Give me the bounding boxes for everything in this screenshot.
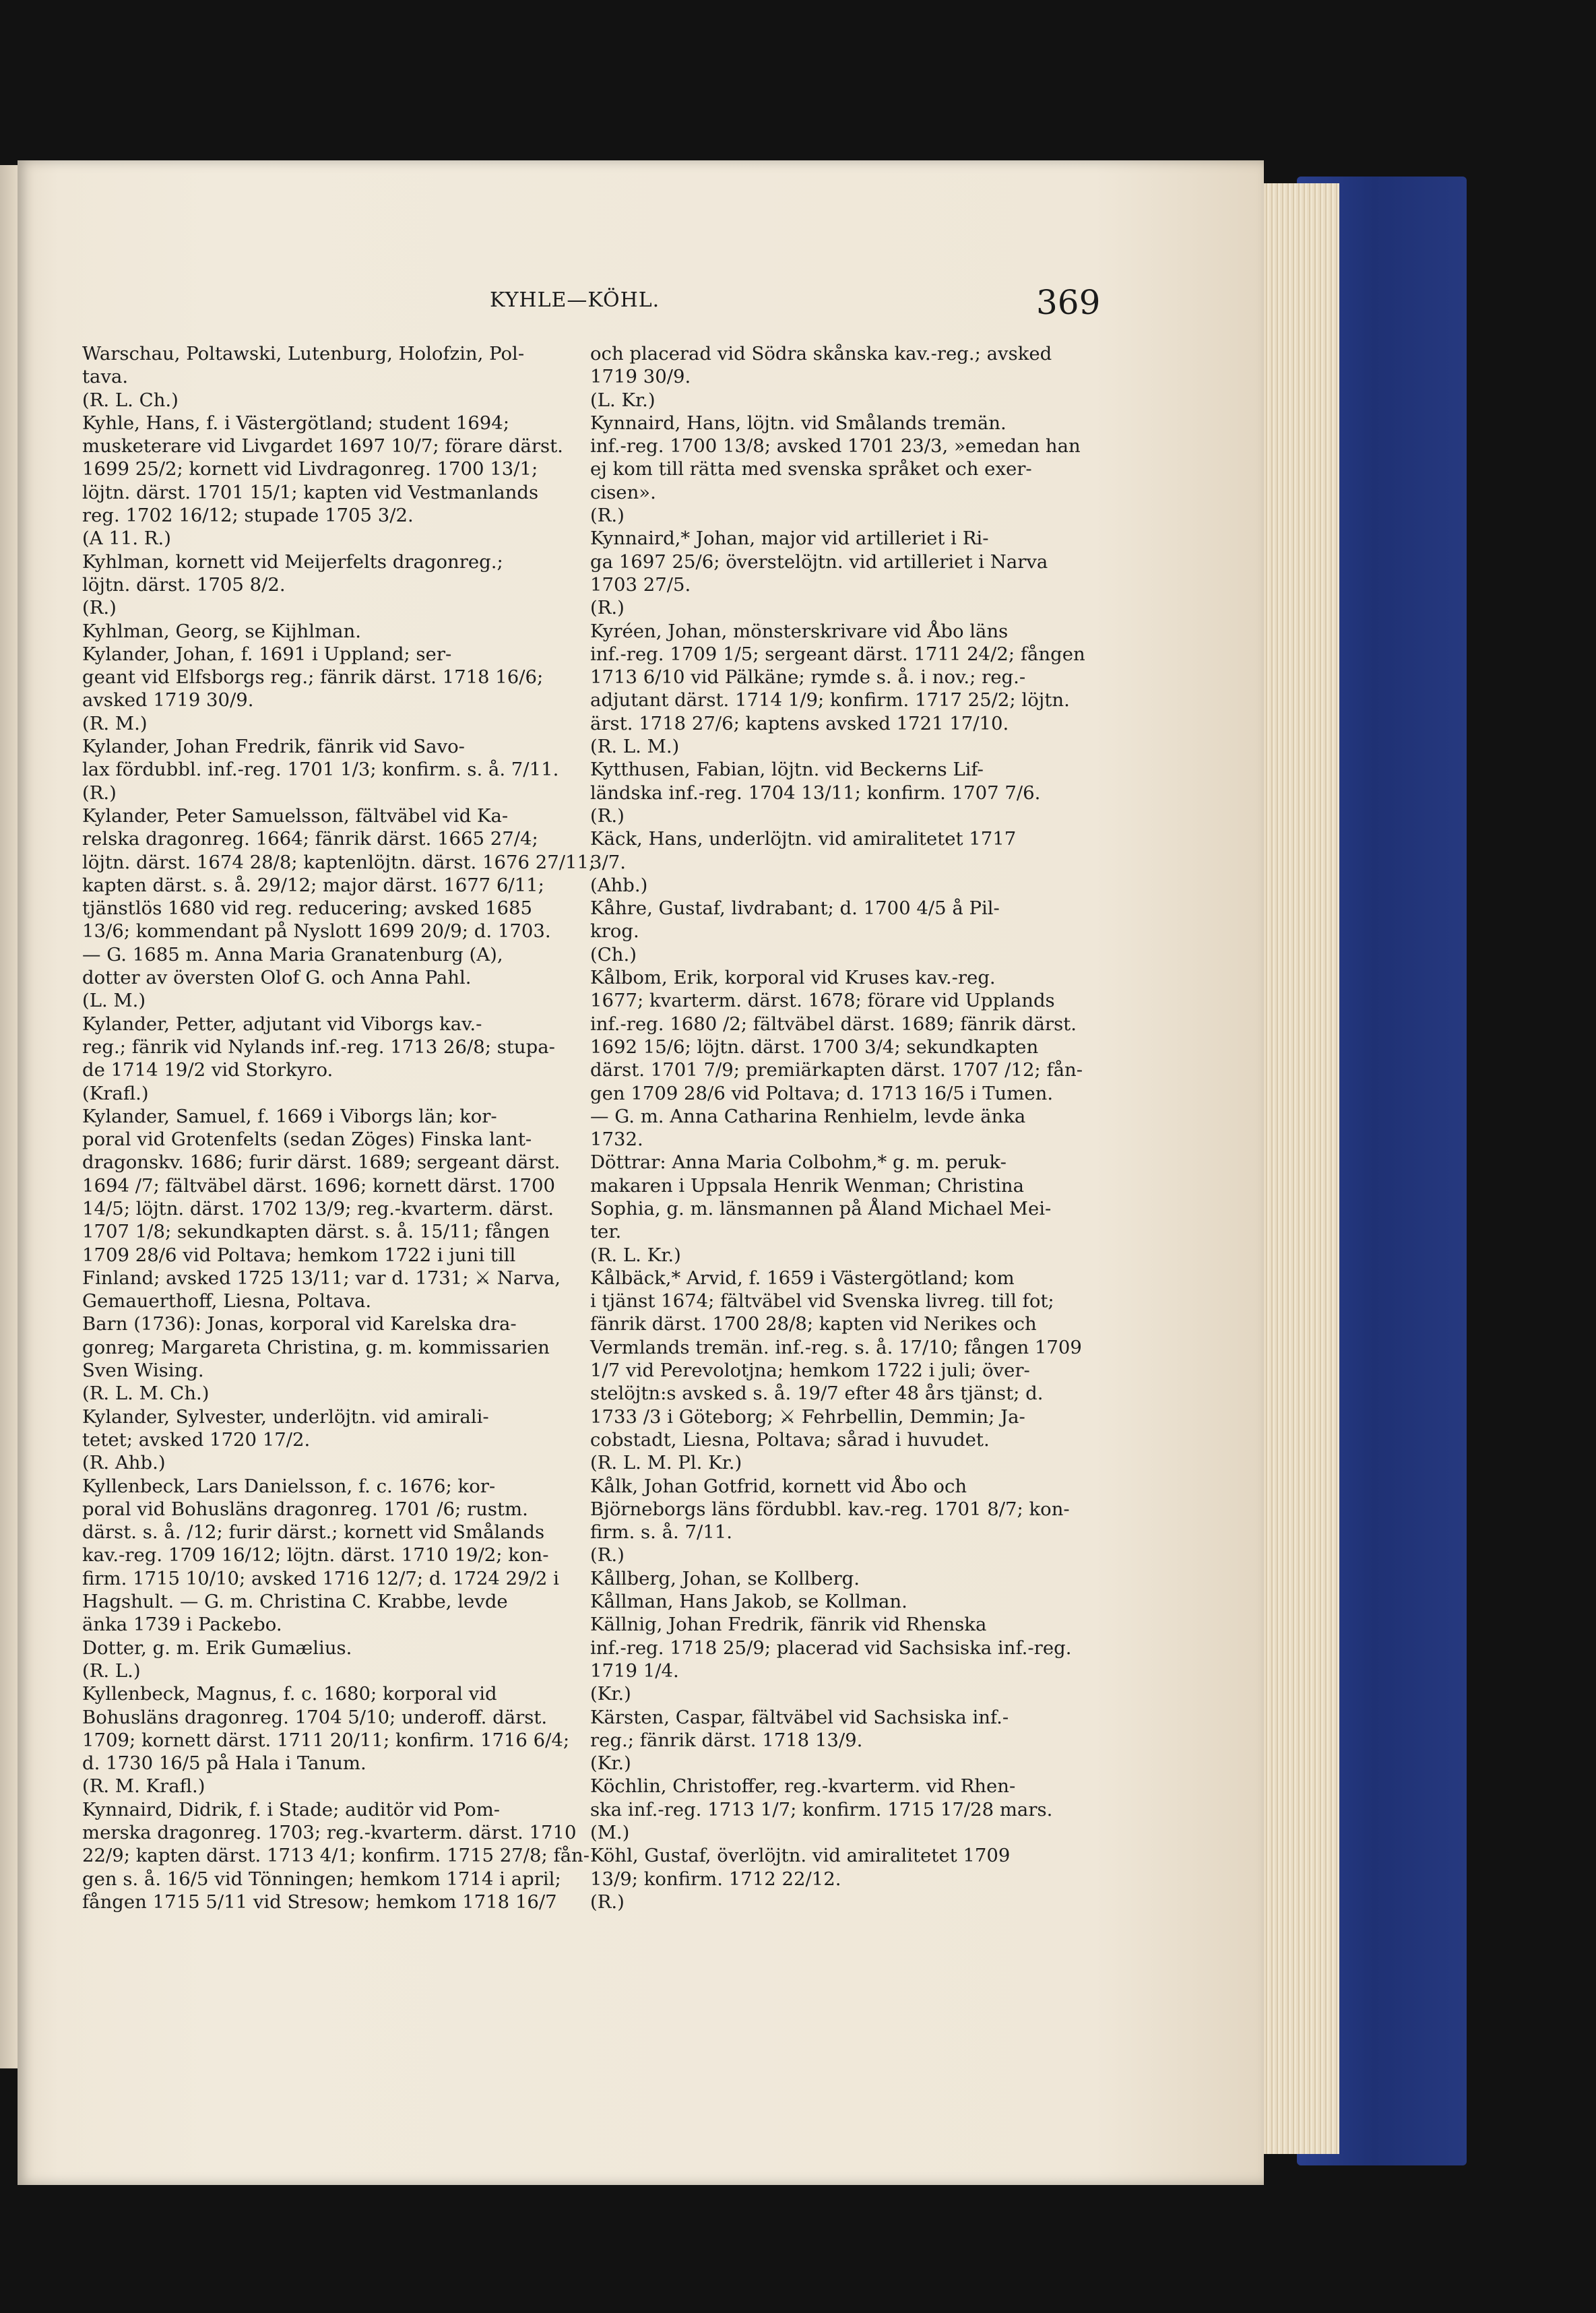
text-line: firm. s. å. 7/11. xyxy=(590,1521,733,1544)
text-line: Kålbäck,* Arvid, f. 1659 i Västergötland; kom xyxy=(590,1267,1015,1289)
text-line: (L. M.) xyxy=(82,990,146,1012)
text-line: reg.; fänrik därst. 1718 13/9. xyxy=(590,1729,863,1751)
text-line: (R. Ahb.) xyxy=(82,1452,166,1474)
text-line: (L. Kr.) xyxy=(590,389,656,411)
text-line: därst. 1701 7/9; premiärkapten därst. 1707 /12; fån- xyxy=(590,1059,1083,1081)
text-line: inf.-reg. 1680 /2; fältväbel därst. 1689; fänrik därst. xyxy=(590,1013,1077,1035)
text-line: ärst. 1718 27/6; kaptens avsked 1721 17/10. xyxy=(590,712,1009,734)
text-line: Kålk, Johan Gotfrid, kornett vid Åbo och xyxy=(590,1475,967,1497)
text-line: (R. L. Kr.) xyxy=(590,1244,681,1266)
text-line: 13/9; konfirm. 1712 22/12. xyxy=(590,1868,841,1890)
text-line: 1713 6/10 vid Pälkäne; rymde s. å. i nov.; reg.- xyxy=(590,666,1026,689)
text-line: (A 11. R.) xyxy=(82,528,171,550)
text-line: (Kr.) xyxy=(590,1683,631,1705)
text-line: Warschau, Poltawski, Lutenburg, Holofzin, Pol- xyxy=(82,343,525,365)
text-line: relska dragonreg. 1664; fänrik därst. 1665 27/4; xyxy=(82,828,538,850)
text-line: Kynnaird, Didrik, f. i Stade; auditör vid Pom- xyxy=(82,1798,501,1820)
text-line: 1719 30/9. xyxy=(590,366,691,388)
text-line: tjänstlös 1680 vid reg. reducering; avsked 1685 xyxy=(82,897,532,920)
facing-page-edge xyxy=(0,165,18,2068)
left-column xyxy=(82,342,596,1913)
text-line: (R. L. M.) xyxy=(590,736,680,758)
text-line: änka 1739 i Packebo. xyxy=(82,1614,282,1636)
text-line: inf.-reg. 1700 13/8; avsked 1701 23/3, »emedan han xyxy=(590,435,1081,457)
text-line: (R.) xyxy=(590,1544,625,1566)
text-line: 1709; kornett därst. 1711 20/11; konfirm. 1716 6/4; xyxy=(82,1729,570,1751)
text-line: gen 1709 28/6 vid Poltava; d. 1713 16/5 i Tumen. xyxy=(590,1082,1054,1104)
text-line: (R. L. M. Ch.) xyxy=(82,1383,210,1405)
text-line: (R.) xyxy=(82,782,117,804)
text-line: Kynnaird, Hans, löjtn. vid Smålands tremän. xyxy=(590,412,1007,434)
text-line: ej kom till rätta med svenska språket och exer- xyxy=(590,458,1032,480)
text-line: (R. L. M. Pl. Kr.) xyxy=(590,1452,742,1474)
text-line: makaren i Uppsala Henrik Wenman; Christina xyxy=(590,1174,1025,1197)
text-line: firm. 1715 10/10; avsked 1716 12/7; d. 1724 29/2 i xyxy=(82,1567,559,1589)
text-line: löjtn. därst. 1705 8/2. xyxy=(82,573,286,596)
text-line: Barn (1736): Jonas, korporal vid Karelska dra- xyxy=(82,1313,517,1335)
text-line: 1703 27/5. xyxy=(590,573,691,596)
text-line: Kylander, Peter Samuelsson, fältväbel vid Ka- xyxy=(82,804,509,827)
text-line: Källnig, Johan Fredrik, fänrik vid Rhenska xyxy=(590,1614,987,1636)
text-line: löjtn. därst. 1674 28/8; kaptenlöjtn. därst. 1676 27/11; xyxy=(82,851,596,873)
text-line: Kållman, Hans Jakob, se Kollman. xyxy=(590,1591,907,1613)
text-line: (Ahb.) xyxy=(590,874,648,896)
text-line: cisen». xyxy=(590,481,656,503)
text-line: därst. s. å. /12; furir därst.; kornett vid Smålands xyxy=(82,1521,545,1544)
text-line: reg.; fänrik vid Nylands inf.-reg. 1713 26/8; stupa- xyxy=(82,1036,555,1058)
text-line: Kållberg, Johan, se Kollberg. xyxy=(590,1567,860,1589)
text-line: (Krafl.) xyxy=(82,1082,149,1104)
text-line: (R.) xyxy=(590,804,625,827)
text-line: Björneborgs läns fördubbl. kav.-reg. 1701 8/7; kon- xyxy=(590,1498,1070,1520)
text-line: Kylander, Sylvester, underlöjtn. vid amirali- xyxy=(82,1405,489,1428)
text-line: Finland; avsked 1725 13/11; var d. 1731; ⚔ Narva, xyxy=(82,1267,561,1289)
text-line: Sven Wising. xyxy=(82,1360,204,1382)
text-line: poral vid Grotenfelts (sedan Zöges) Finska lant- xyxy=(82,1129,532,1151)
text-line: 1699 25/2; kornett vid Livdragonreg. 1700 13/1; xyxy=(82,458,538,480)
text-line: 1719 1/4. xyxy=(590,1659,679,1682)
text-line: dotter av översten Olof G. och Anna Pahl. xyxy=(82,967,472,989)
text-line: (R. L.) xyxy=(82,1659,141,1682)
right-column xyxy=(590,342,1089,1913)
text-line: (R. M.) xyxy=(82,712,148,734)
text-line: inf.-reg. 1709 1/5; sergeant därst. 1711 24/2; fången xyxy=(590,643,1085,665)
text-line: 1707 1/8; sekundkapten därst. s. å. 15/11; fången xyxy=(82,1221,550,1243)
text-line: 1694 /7; fältväbel därst. 1696; kornett därst. 1700 xyxy=(82,1174,556,1197)
page-number: 369 xyxy=(1036,283,1101,322)
text-line: och placerad vid Södra skånska kav.-reg.; avsked xyxy=(590,343,1052,365)
text-line: dragonskv. 1686; furir därst. 1689; sergeant därst. xyxy=(82,1151,561,1174)
text-line: tava. xyxy=(82,366,129,388)
text-line: — G. m. Anna Catharina Renhielm, levde änka xyxy=(590,1105,1026,1127)
text-line: gonreg; Margareta Christina, g. m. kommissarien xyxy=(82,1336,550,1358)
text-line: 1/7 vid Perevolotjna; hemkom 1722 i juli; över- xyxy=(590,1360,1030,1382)
text-line: Kyhle, Hans, f. i Västergötland; student 1694; xyxy=(82,412,510,434)
text-line: Käck, Hans, underlöjtn. vid amiralitetet 1717 xyxy=(590,828,1017,850)
text-line: 14/5; löjtn. därst. 1702 13/9; reg.-kvarterm. därst. xyxy=(82,1197,554,1219)
text-line: — G. 1685 m. Anna Maria Granatenburg (A), xyxy=(82,943,503,965)
text-line: Kylander, Petter, adjutant vid Viborgs kav.- xyxy=(82,1013,482,1035)
text-line: ska inf.-reg. 1713 1/7; konfirm. 1715 17/28 mars. xyxy=(590,1798,1053,1820)
text-line: Hagshult. — G. m. Christina C. Krabbe, levde xyxy=(82,1591,508,1613)
text-line: 1733 /3 i Göteborg; ⚔ Fehrbellin, Demmin; Ja- xyxy=(590,1405,1025,1428)
text-line: löjtn. därst. 1701 15/1; kapten vid Vestmanlands xyxy=(82,481,539,503)
text-line: adjutant därst. 1714 1/9; konfirm. 1717 25/2; löjtn. xyxy=(590,689,1070,711)
text-line: Kyréen, Johan, mönsterskrivare vid Åbo läns xyxy=(590,620,1009,642)
text-line: Dotter, g. m. Erik Gumælius. xyxy=(82,1637,352,1659)
text-line: Kytthusen, Fabian, löjtn. vid Beckerns Lif- xyxy=(590,759,984,781)
text-line: Kyhlman, kornett vid Meijerfelts dragonreg.; xyxy=(82,550,503,573)
text-line: merska dragonreg. 1703; reg.-kvarterm. därst. 1710 xyxy=(82,1822,577,1843)
text-line: (R. M. Krafl.) xyxy=(82,1775,205,1798)
text-line: tetet; avsked 1720 17/2. xyxy=(82,1428,311,1451)
text-line: Köhl, Gustaf, överlöjtn. vid amiralitetet 1709 xyxy=(590,1845,1011,1867)
text-line: ländska inf.-reg. 1704 13/11; konfirm. 1707 7/6. xyxy=(590,782,1041,804)
text-line: d. 1730 16/5 på Hala i Tanum. xyxy=(82,1752,366,1775)
text-line: Sophia, g. m. länsmannen på Åland Michael Mei- xyxy=(590,1197,1052,1219)
text-line: ga 1697 25/6; överstelöjtn. vid artilleriet i Narva xyxy=(590,550,1048,573)
text-line: Kyllenbeck, Magnus, f. c. 1680; korporal vid xyxy=(82,1683,497,1705)
text-line: Kyhlman, Georg, se Kijhlman. xyxy=(82,620,361,642)
text-line: kapten därst. s. å. 29/12; major därst. 1677 6/11; xyxy=(82,874,544,896)
text-line: 1692 15/6; löjtn. därst. 1700 3/4; sekundkapten xyxy=(590,1036,1039,1058)
text-line: Kärsten, Caspar, fältväbel vid Sachsiska inf.- xyxy=(590,1706,1009,1728)
text-line: Kålbom, Erik, korporal vid Kruses kav.-reg. xyxy=(590,967,996,989)
text-line: i tjänst 1674; fältväbel vid Svenska livreg. till fot; xyxy=(590,1290,1054,1312)
text-line: Kåhre, Gustaf, livdrabant; d. 1700 4/5 å Pil- xyxy=(590,897,1000,920)
text-line: (R.) xyxy=(590,505,625,527)
text-line: 22/9; kapten därst. 1713 4/1; konfirm. 1715 27/8; fån- xyxy=(82,1845,590,1867)
text-line: Kylander, Johan Fredrik, fänrik vid Savo- xyxy=(82,736,465,758)
text-line: 1677; kvarterm. därst. 1678; förare vid Upplands xyxy=(590,990,1055,1012)
text-line: Bohusläns dragonreg. 1704 5/10; underoff. därst. xyxy=(82,1706,548,1728)
text-line: gen s. å. 16/5 vid Tönningen; hemkom 1714 i april; xyxy=(82,1868,561,1890)
text-line: lax fördubbl. inf.-reg. 1701 1/3; konfirm. s. å. 7/11. xyxy=(82,759,559,781)
text-line: 1709 28/6 vid Poltava; hemkom 1722 i juni till xyxy=(82,1244,516,1266)
text-line: stelöjtn:s avsked s. å. 19/7 efter 48 års tjänst; d. xyxy=(590,1383,1044,1405)
text-line: 13/6; kommendant på Nyslott 1699 20/9; d. 1703. xyxy=(82,920,551,943)
page-edges xyxy=(1258,183,1339,2154)
text-line: reg. 1702 16/12; stupade 1705 3/2. xyxy=(82,505,414,527)
text-line: Döttrar: Anna Maria Colbohm,* g. m. peruk- xyxy=(590,1151,1007,1174)
text-line: 3/7. xyxy=(590,851,626,873)
text-line: musketerare vid Livgardet 1697 10/7; förare därst. xyxy=(82,435,563,457)
text-line: cobstadt, Liesna, Poltava; sårad i huvudet. xyxy=(590,1428,990,1451)
text-line: Kylander, Samuel, f. 1669 i Viborgs län; kor- xyxy=(82,1105,497,1127)
text-line: fänrik därst. 1700 28/8; kapten vid Nerikes och xyxy=(590,1313,1037,1335)
text-line: Köchlin, Christoffer, reg.-kvarterm. vid Rhen- xyxy=(590,1775,1016,1798)
text-line: (R. L. Ch.) xyxy=(82,389,179,411)
text-line: Kynnaird,* Johan, major vid artilleriet i Ri- xyxy=(590,528,989,550)
text-line: (R.) xyxy=(590,597,625,619)
text-line: krog. xyxy=(590,920,639,943)
running-head: KYHLE—KÖHL. xyxy=(490,288,660,312)
text-line: Kyllenbeck, Lars Danielsson, f. c. 1676; kor- xyxy=(82,1475,496,1497)
text-line: 1732. xyxy=(590,1129,643,1151)
text-line: (M.) xyxy=(590,1822,630,1843)
text-line: (Ch.) xyxy=(590,943,637,965)
text-line: poral vid Bohusläns dragonreg. 1701 /6; rustm. xyxy=(82,1498,528,1520)
text-line: de 1714 19/2 vid Storkyro. xyxy=(82,1059,333,1081)
text-line: (R.) xyxy=(590,1891,625,1913)
text-line: kav.-reg. 1709 16/12; löjtn. därst. 1710 19/2; kon- xyxy=(82,1544,549,1566)
text-line: ter. xyxy=(590,1221,622,1243)
text-line: avsked 1719 30/9. xyxy=(82,689,254,711)
text-line: (R.) xyxy=(82,597,117,619)
text-line: inf.-reg. 1718 25/9; placerad vid Sachsiska inf.-reg. xyxy=(590,1637,1072,1659)
text-line: (Kr.) xyxy=(590,1752,631,1775)
text-line: Gemauerthoff, Liesna, Poltava. xyxy=(82,1290,372,1312)
text-line: geant vid Elfsborgs reg.; fänrik därst. 1718 16/6; xyxy=(82,666,544,689)
text-line: fången 1715 5/11 vid Stresow; hemkom 1718 16/7 xyxy=(82,1891,557,1913)
text-line: Vermlands tremän. inf.-reg. s. å. 17/10; fången 1709 xyxy=(590,1336,1082,1358)
text-line: Kylander, Johan, f. 1691 i Uppland; ser- xyxy=(82,643,452,665)
